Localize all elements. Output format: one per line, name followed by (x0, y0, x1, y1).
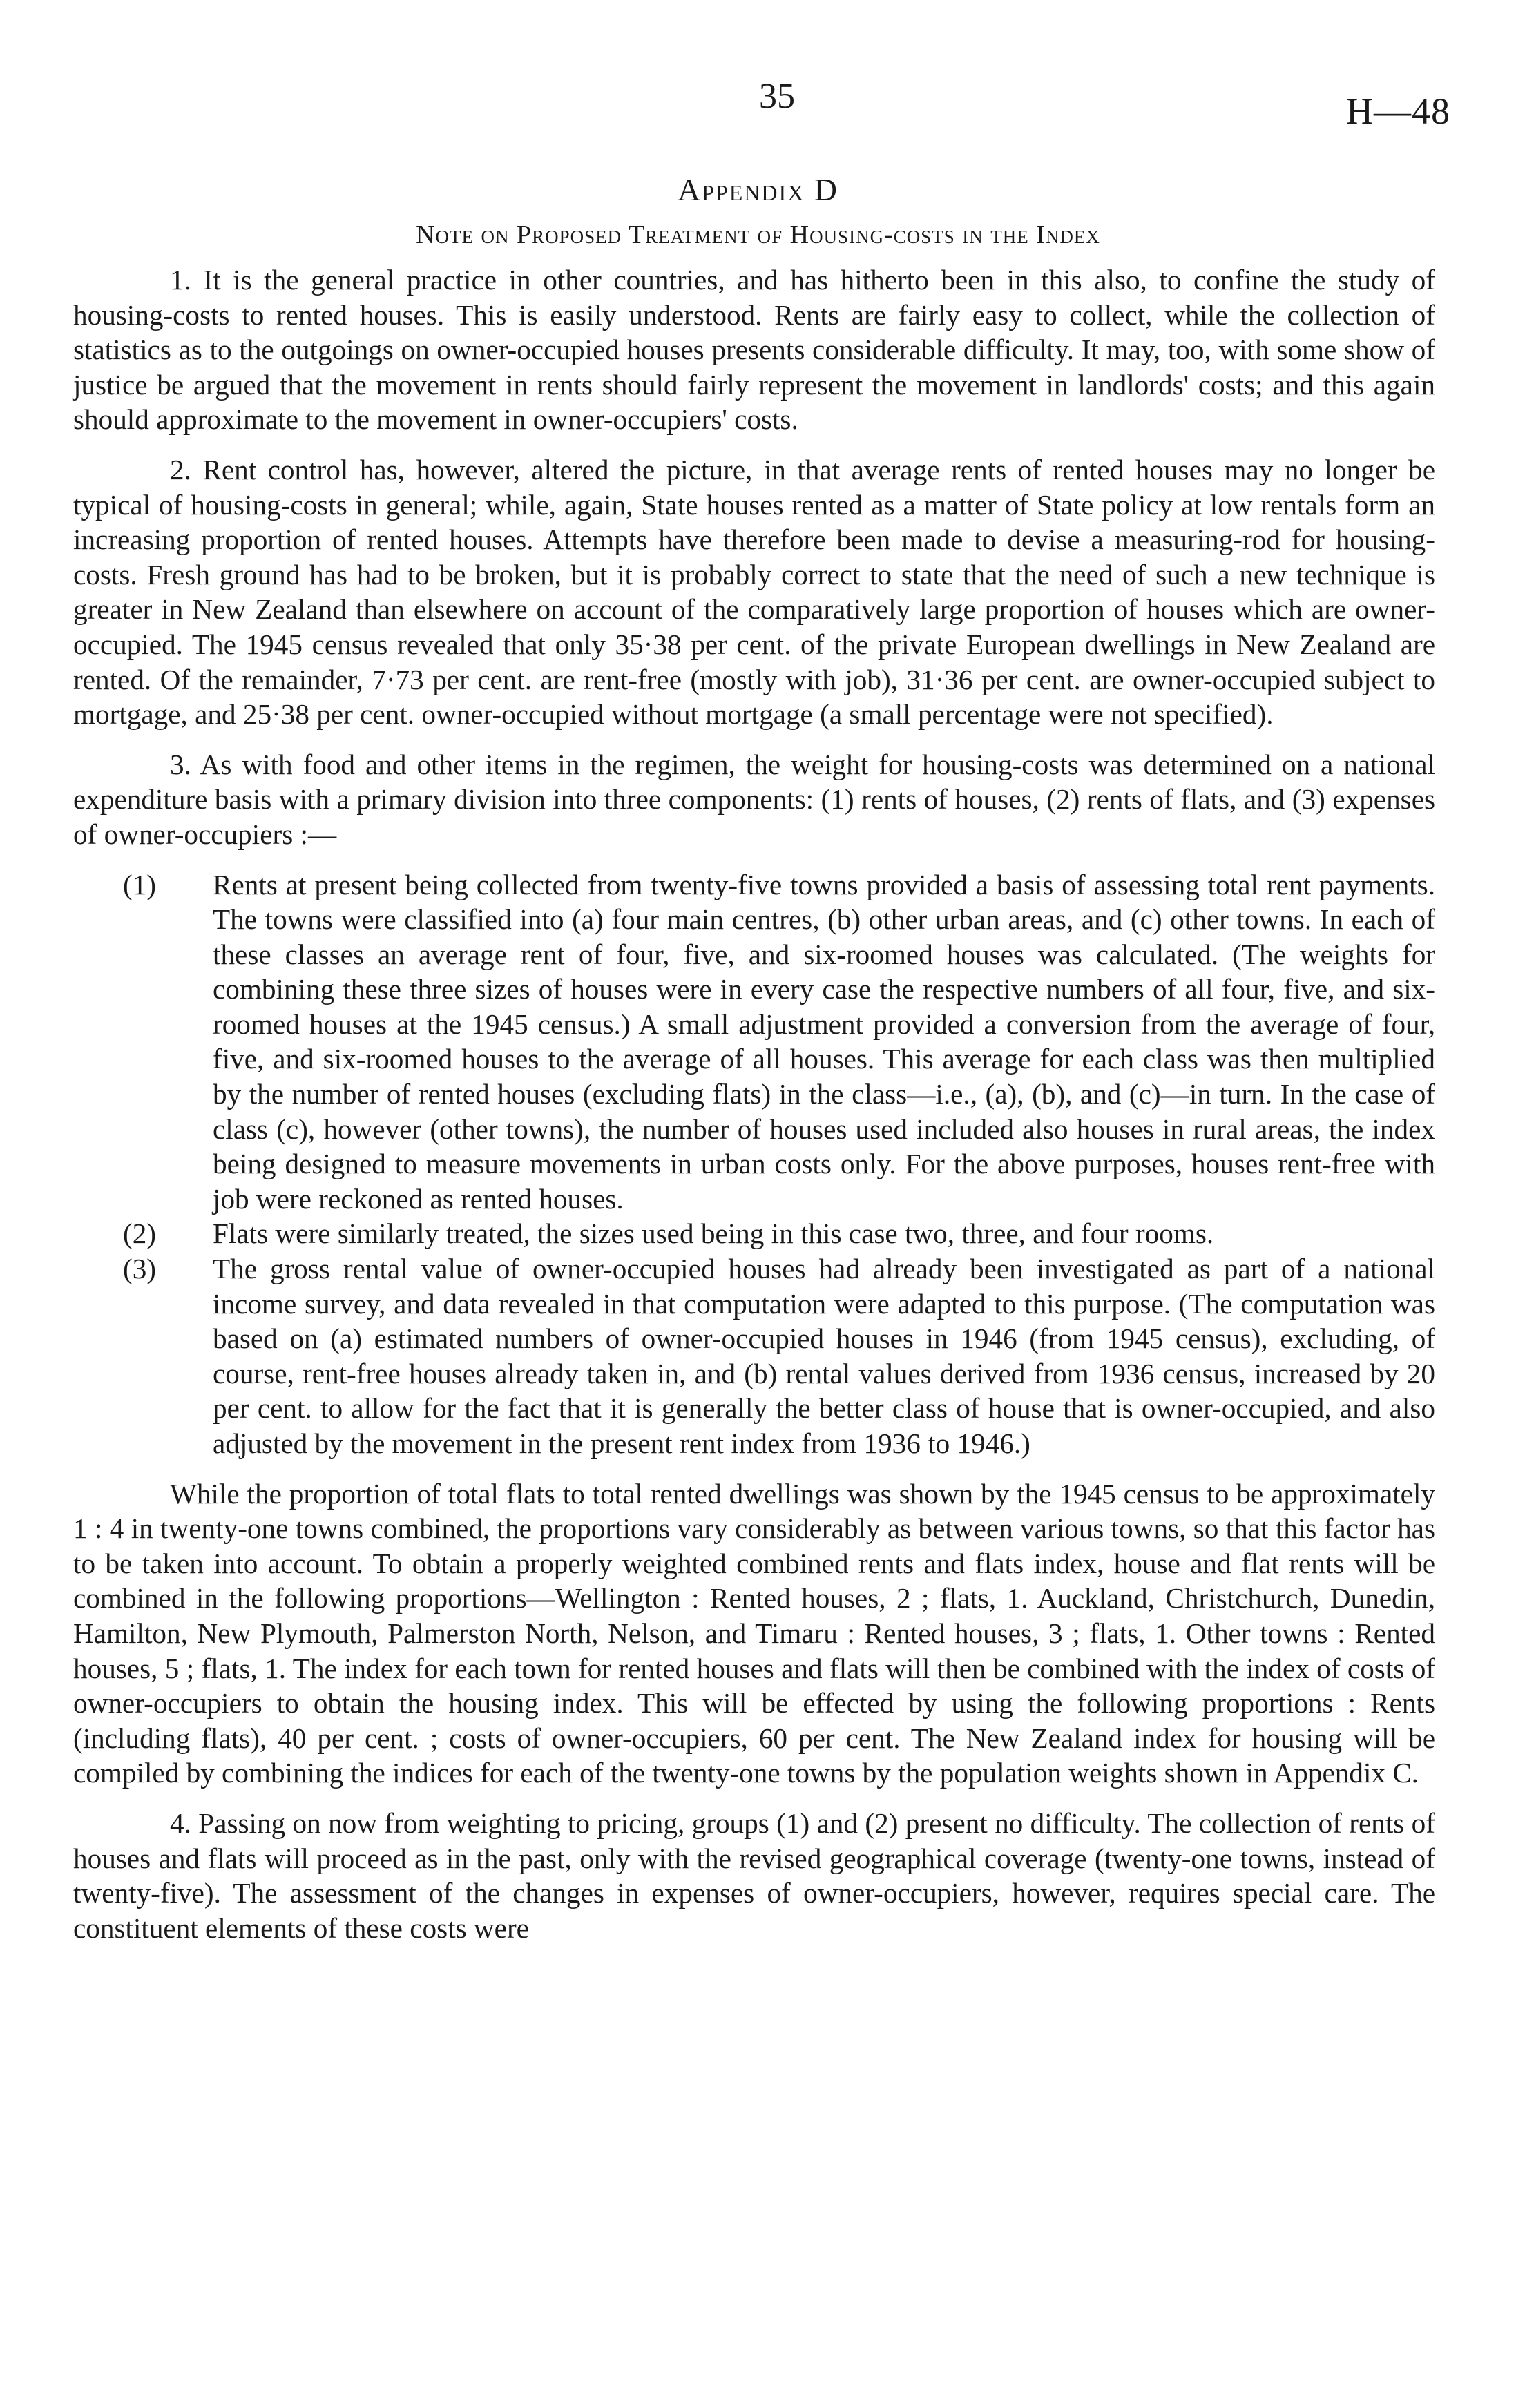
paragraph-4: While the proportion of total flats to total rented dwellings was shown by the 1945 census to be approximately 1 : 4 in twenty-one towns combined, the proportions vary considerably as between various towns, so that this factor has to be taken into account. To obtain a properly weighted combined rents and flats index, house and flat rents will be combined in the following proportions—Wellington : Rented houses, 2 ; flats, 1. Auckland, Christchurch, Dunedin, Hamilton, New Plymouth, Palmerston North, Nelson, and Timaru : Rented houses, 3 ; flats, 1. Other towns : Rented houses, 5 ; flats, 1. The index for each town for rented houses and flats will then be combined with the index of costs of owner-occupiers to obtain the housing index. This will be effected by using the following proportions : Rents (including flats), 40 per cent. ; costs of owner-occupiers, 60 per cent. The New Zealand index for housing will be compiled by combining the indices for each of the twenty-one towns by the population weights shown in Appendix C. (73, 1477, 1435, 1789)
list-item-text: Rents at present being collected from twenty-five towns provided a basis of assessing total rent payments. The towns were classified into (a) four main centres, (b) other urban areas, and (c) other towns. In each of these classes an average rent of four, five, and six-roomed houses was calculated. (The weights for combining these three sizes of houses were in every case the respective numbers of all four, five, and six-roomed houses at the 1945 census.) A small adjustment provided a conversion from the average of four, five, and six-roomed houses to the average of all houses. This average for each class was then multiplied by the number of rented houses (excluding flats) in the class—i.e., (a), (b), and (c)—in turn. In the case of class (c), however (other towns), the number of houses used included also houses in rural areas, the index being designed to measure movements in urban costs only. For the above purposes, houses rent-free with job were reckoned as rented houses. (213, 868, 1435, 1215)
list-marker: (1) (123, 868, 157, 900)
list-item (73, 1216, 1435, 1251)
list-marker: (3) (123, 1253, 157, 1285)
list-item-text: The gross rental value of owner-occupied houses had already been investigated as part of a national income survey, and data revealed in that computation were adapted to this purpose. (The computation was based on (a) estimated numbers of owner-occupied houses in 1946 (from 1945 census), excluding, of course, rent-free houses already taken in, and (b) rental values derived from 1936 census, increased by 20 per cent. to allow for the fact that it is generally the better class of house that is owner-occupied, and also adjusted by the movement in the present rent index from 1936 to 1946.) (213, 1253, 1435, 1459)
list-item (73, 1251, 1435, 1461)
section-heading: Note on Proposed Treatment of Housing-costs in the Index (416, 220, 1100, 249)
paragraph-5: 4. Passing on now from weighting to pricing, groups (1) and (2) present no difficulty. The collection of rents of houses and flats will proceed as in the past, only with the revised geographical coverage (twenty-one towns, instead of twenty-five). The assessment of the changes in expenses of owner-occupiers, however, requires special care. The constituent elements of these costs were (73, 1807, 1435, 1944)
components-list (73, 867, 1435, 1461)
page-number: 35 (759, 77, 795, 116)
body-text (73, 262, 1435, 1945)
list-marker: (2) (123, 1217, 157, 1250)
paragraph-1: 1. It is the general practice in other countries, and has hitherto been in this also, to confine the study of housing-costs to rented houses. This is easily understood. Rents are fairly easy to collect, while the collection of statistics as to the outgoings on owner-occupied houses presents considerable difficulty. It may, too, with some show of justice be argued that the movement in rents should fairly represent the movement in landlords' costs; and this again should approximate to the movement in owner-occupiers' costs. (73, 264, 1435, 436)
paragraph-2: 2. Rent control has, however, altered the picture, in that average rents of rented houses may no longer be typical of housing-costs in general; while, again, State houses rented as a matter of State policy at low rentals form an increasing proportion of rented houses. Attempts have therefore been made to devise a measuring-rod for housing-costs. Fresh ground has had to be broken, but it is probably correct to state that the need of such a new technique is greater in New Zealand than elsewhere on account of the comparatively large proportion of houses which are owner-occupied. The 1945 census revealed that only 35·38 per cent. of the private European dwellings in New Zealand are rented. Of the remainder, 7·73 per cent. are rent-free (mostly with job), 31·36 per cent. are owner-occupied subject to mortgage, and 25·38 per cent. owner-occupied without mortgage (a small percentage were not specified). (73, 453, 1435, 731)
document-reference: H—48 (1346, 90, 1450, 132)
appendix-title: Appendix D (677, 172, 839, 207)
list-item-text: Flats were similarly treated, the sizes used being in this case two, three, and four rooms. (213, 1217, 1214, 1250)
paragraph-3: 3. As with food and other items in the regimen, the weight for housing-costs was determined on a national expenditure basis with a primary division into three components: (1) rents of houses, (2) rents of flats, and (3) expenses of owner-occupiers :— (73, 748, 1435, 850)
list-item (73, 867, 1435, 1217)
